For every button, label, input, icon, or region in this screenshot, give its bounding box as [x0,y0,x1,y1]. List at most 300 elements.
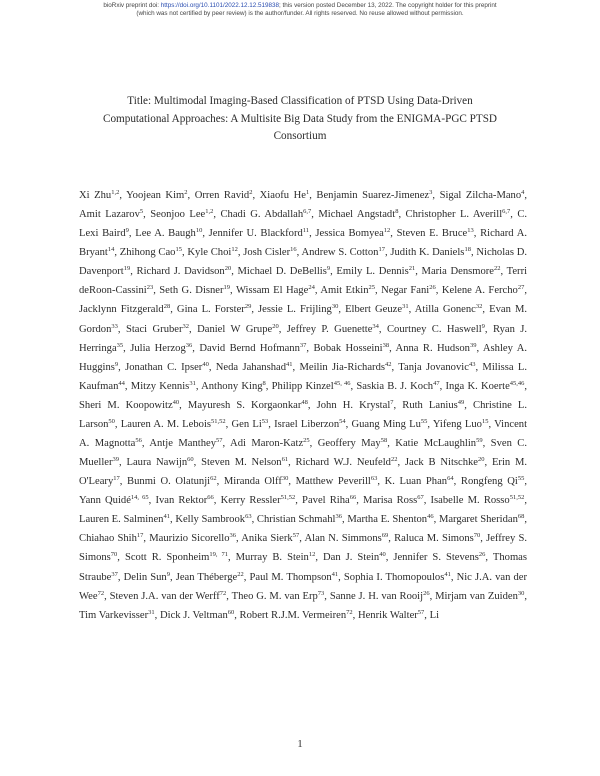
author-affiliation: 51,52 [280,494,296,502]
author [224,476,288,487]
author [79,533,143,544]
author-name: Mitzy Kennis [130,380,190,392]
author-affiliation: 59 [476,437,483,445]
author [316,190,432,201]
author [406,209,511,220]
author-name: Richard W.J. Neufeld [295,457,391,469]
author-name: Sigal Zilcha-Mano [439,190,522,201]
author-name: Steven E. Bruce [396,228,468,240]
author-name: Jeffrey P. Guenette [286,323,373,335]
author-affiliation: 26 [478,551,486,559]
author [402,400,464,411]
author-name: Kerry Ressler [220,495,281,507]
author-name: Gina L. Forster [176,304,245,316]
author [232,591,325,602]
author-affiliation: 38 [382,341,390,349]
author-affiliation: 5 [139,208,144,216]
author [358,610,424,621]
author-name: Steven J.A. van der Werff [109,590,220,602]
author [199,343,306,354]
author-affiliation: 66 [349,494,357,502]
author [347,514,433,525]
author [220,209,311,220]
author-affiliation: 9 [481,322,485,330]
author-name: Katie McLaughlin [395,438,477,450]
author-affiliation: 16 [290,246,297,254]
author-affiliation: 53 [261,417,269,425]
author-affiliation: 70 [110,551,118,559]
author-name: Wissam El Hage [235,285,309,297]
author [299,362,391,373]
author [121,419,226,430]
author-affiliation: 41 [286,360,293,368]
author [397,228,474,239]
author-affiliation: 50 [108,417,115,425]
title-line-1: Title: Multimodal Imaging-Based Classification of PTSD Using Data-Driven [127,95,473,107]
author [422,266,501,277]
author-name: Orren Ravid [194,190,250,201]
author-name: Dick J. Veltman [159,609,228,621]
author-name: Antje Manthey [149,438,217,450]
author-name: C. Lexi Baird [79,209,528,240]
author-name: Yifeng Luo [432,418,482,430]
author [79,190,119,201]
author [272,381,351,392]
author-name: Julia Herzog [130,342,186,354]
author-name: Anika Sierk [241,533,293,545]
author [461,476,525,487]
author-affiliation: 25 [303,437,310,445]
author-affiliation: 39 [112,456,120,464]
author [385,476,454,487]
author-affiliation: 72 [346,608,353,616]
author [135,228,202,239]
author [330,591,430,602]
author-name: Nicholas D. Davenport [79,247,528,278]
header-line-2: (which was not certified by peer review) is the author/funder. All rights reserved. No reuse allowed without permission. [136,10,464,17]
author-affiliation: 18 [464,246,471,254]
author-affiliation: 62 [210,475,217,483]
author-name: Mayuresh S. Korgaonkar [187,399,302,411]
author-affiliation: 31 [148,608,155,616]
author-affiliation: 19 [123,265,131,273]
author-name: Delin Sun [123,571,167,583]
author [249,572,338,583]
author-affiliation: 47 [433,379,440,387]
author [398,362,475,373]
author-name: Pavel Riha [302,495,350,507]
author-affiliation: 22 [390,456,398,464]
author-affiliation: 20 [478,456,485,464]
author-affiliation: 60 [187,456,194,464]
author-affiliation: 25 [368,284,375,292]
author [260,190,310,201]
author [126,190,187,201]
author-name: Scott R. Sponheim [124,552,210,564]
author-affiliation: 6,7 [303,208,312,216]
author-name: Chadi G. Abdallah [220,209,304,221]
author-affiliation: 3 [429,189,433,196]
author-name: Meilin Jia-Richards [299,361,385,373]
author-affiliation: 26 [423,589,430,597]
author-affiliation: 1,2 [205,208,214,216]
author-name: Daniel W Grupe [197,323,273,335]
author [201,457,288,468]
author-name: Inga K. Koerte [445,380,510,392]
author-affiliation: 30 [281,475,289,483]
author-affiliation: 19 [223,284,231,292]
author [304,533,388,544]
author-affiliation: 40 [172,398,180,406]
author-affiliation: 49 [457,398,465,406]
author [125,362,209,373]
author [439,514,524,525]
author-affiliation: 36 [185,341,193,349]
author [381,285,436,296]
author-name: Lee A. Baugh [135,228,196,240]
author-name: K. Luan Phan [384,476,448,488]
author-name: Jean Théberge [175,571,238,583]
author-name: Jeffrey S. Simons [79,533,528,564]
author [387,324,485,335]
author-affiliation: 69 [381,532,389,540]
author-name: Richard A. Bryant [79,228,527,259]
author-name: David Bernd Hofmann [199,342,300,354]
author-affiliation: 8 [262,379,266,387]
author-name: Yann Quidé [79,495,131,507]
author-affiliation: 43 [468,360,476,368]
author-name: Philipp Kinzel [271,380,334,392]
author-affiliation: 33 [111,322,118,330]
author-affiliation: 23 [146,284,154,292]
author-name: Richard J. Davidson [136,266,225,278]
author [440,190,525,201]
author-affiliation: 55 [517,475,525,483]
author-affiliation: 2 [249,189,253,196]
author [405,457,485,468]
author-affiliation: 29 [244,303,252,311]
author [431,495,525,506]
author [150,209,213,220]
author-name: Rongfeng Qi [460,476,518,488]
author [221,495,296,506]
author-name: Paul M. Thompson [249,571,332,583]
author [126,324,189,335]
author-affiliation: 9 [114,360,119,368]
author-affiliation: 20 [272,322,279,330]
author-affiliation: 30 [331,303,339,311]
author-affiliation: 55 [420,417,428,425]
author [442,285,525,296]
author [197,324,279,335]
author-affiliation: 73 [317,589,325,597]
author-affiliation: 57 [292,532,300,540]
author-name: Martha E. Shenton [347,514,428,526]
author [120,247,182,258]
author-affiliation: 12 [383,227,391,235]
author [318,438,387,449]
author [287,324,379,335]
author-affiliation: 44 [118,379,125,387]
author-name: Amit Etkin [320,285,369,297]
author [274,419,345,430]
author-affiliation: 34 [372,322,379,330]
author-affiliation: 51,52 [211,417,226,425]
author-name: John H. Krystal [316,399,391,411]
author-name: Michael D. DeBellis [237,266,327,278]
author-name: Geoffery May [317,438,381,450]
author-name: Maurizio Sicorello [149,533,230,545]
header-line-1 [0,2,600,10]
author-name: Israel Liberzon [274,418,340,430]
author-affiliation: 11 [302,227,310,235]
author [313,343,389,354]
author [318,209,398,220]
author-name: Christine L. Larson [79,399,528,430]
author-name: Jessie L. Frijling [258,304,332,316]
author [176,572,244,583]
author [363,495,424,506]
author [126,457,193,468]
author-affiliation: 21 [408,265,416,273]
author-affiliation: 20 [224,265,232,273]
author-affiliation: 31 [189,379,196,387]
author-name: Sophia I. Thomopoulos [343,571,445,583]
author-name: Milissa L. Kaufman [79,361,528,392]
author [79,514,170,525]
author [127,476,217,487]
author-affiliation: 9 [166,570,170,578]
author-affiliation: 40 [202,360,209,368]
author-name: Henrik Walter [357,609,418,621]
author [390,247,471,258]
author-name: Christian Schmahl [256,514,336,526]
author-name: Ryan J. Herringa [79,323,528,354]
author [336,266,415,277]
author [395,438,482,449]
author-affiliation: 12 [308,551,316,559]
author-name: Gen Li [231,418,262,430]
author-name: Elbert Geuze [345,304,403,316]
author [396,343,477,354]
author-affiliation: 45,46 [509,379,525,387]
author [243,247,296,258]
header-suffix: ; this version posted December 13, 2022. The copyright holder for this preprint [279,2,497,9]
author-name: Jonathan C. Ipser [125,361,203,373]
author [159,285,230,296]
author-name: Guang Ming Lu [351,418,421,430]
author [296,476,378,487]
author-name: Li [429,609,440,621]
author-name: Josh Cisler [243,247,291,259]
author-affiliation: 68 [517,513,525,521]
author [240,610,353,621]
author-name: Miranda Olff [223,476,282,488]
author-name: Kelene A. Fercho [441,285,518,297]
author [302,495,356,506]
author-name: Tim Varkevisser [79,609,149,621]
title-line-2: Computational Approaches: A Multisite Big Data Study from the ENIGMA-PGC PTSD [102,112,498,125]
author-affiliation: 39 [469,341,477,349]
author-name: Benjamin Suarez-Jimenez [316,190,430,201]
author-name: Staci Gruber [125,323,183,335]
author-affiliation: 48 [301,398,308,406]
author-affiliation: 9 [326,265,331,273]
author [301,247,385,258]
author [175,514,251,525]
author-affiliation: 46 [427,513,434,521]
author-name: Amit Lazarov [79,209,140,221]
author-name: Adi Maron-Katz [230,438,304,450]
author-name: Bobak Hosseini [313,342,383,354]
author [238,266,331,277]
author-name: Theo G. M. van Erp [231,590,318,602]
author [356,381,439,392]
author-name: Lauren E. Salminen [79,514,164,526]
author [320,285,375,296]
author [433,419,489,430]
author-affiliation: 14, 65 [130,494,149,502]
preprint-header [0,2,600,18]
author-affiliation: 14 [107,246,115,254]
author-name: Sven C. Mueller [79,438,528,469]
author-name: Vincent A. Magnotta [79,418,528,450]
author [430,610,439,621]
author-name: Seonjoo Lee [150,209,206,221]
author-name: Christopher L. Averill [405,209,503,221]
author [124,572,170,583]
author-affiliation: 36 [229,532,237,540]
author-affiliation: 32 [475,303,483,311]
author-name: Kelly Sambrook [175,514,246,526]
author [187,247,237,258]
author-list: Xi Zhu$^{1,2}$, Yoojean Kim$^2$, Orren Ravid$^2$, Xiaofu He$^1$, Benjamin Suarez-Jimenez$^3$, Sigal Zilcha-Mano$^4$, Amit Lazarov$^5$, Seonjoo Lee$^{1,2}$, Chadi G. Abdallah$^{6,7}$, Michael Angstadt$^8$, Christopher L. Averill$^{6,7}$, C. Lexi Baird$^9$, Lee A. Baugh$^{10}$, Jennifer U. Blackford$^{11}$, Jessica Bomyea$^{12}$, Steven E. Bruce$^{13}$, Richard A. Bryant$^{14}$, Zhihong Cao$^{15}$, Kyle Choi$^{12}$, Josh Cisler$^{16}$, Andrew S. Cotton$^{17}$, Judith K. Daniels$^{18}$, Nicholas D. Davenport$^{19}$, Richard J. Davidson$^{20}$, Michael D. DeBellis$^9$, Emily L. Dennis$^{21}$, Maria Densmore$^{22}$, Terri deRoon-Cassini$^{23}$, Seth G. Disner$^{19}$, Wissam El Hage$^{24}$, Amit Etkin$^{25}$, Negar Fani$^{26}$, Kelene A. Fercho$^{27}$, Jacklynn Fitzgerald$^{28}$, Gina L. Forster$^{29}$, Jessie L. Frijling$^{30}$, Elbert Geuze$^{31}$, Atilla Gonenc$^{32}$, Evan M. Gordon$^{33}$, Staci Gruber$^{32}$, Daniel W Grupe$^{20}$, Jeffrey P. Guenette$^{34}$, Courtney C. Haswell$^9$, Ryan J. Herringa$^{35}$, Julia Herzog$^{36}$, David Bernd Hofmann$^{37}$, Bobak Hosseini$^{38}$, Anna R. Hudson$^{39}$, Ashley A. Huggins$^9$, Jonathan C. Ipser$^{40}$, Neda Jahanshad$^{41}$, Meilin Jia-Richards$^{42}$, Tanja Jovanovic$^{43}$, Milissa L. Kaufman$^{44}$, Mitzy Kennis$^{31}$, Anthony King$^8$, Philipp Kinzel$^{45, 46}$, Saskia B. J. Koch$^{47}$, Inga K. Koerte$^{45,46}$, Sheri M. Koopowitz$^{40}$, Mayuresh S. Korgaonkar$^{48}$, John H. Krystal$^7$, Ruth Lanius$^{49}$, Christine L. Larson$^{50}$, Lauren A. M. Lebois$^{51,52}$, Gen Li$^{53}$, Israel Liberzon$^{54}$, Guang Ming Lu$^{55}$, Yifeng Luo$^{15}$, Vincent A. Magnotta$^{56}$, Antje Manthey$^{57}$, Adi Maron-Katz$^{25}$, Geoffery May$^{58}$, Katie McLaughlin$^{59}$, Sven C. Mueller$^{39}$, Laura Nawijn$^{60}$, Steven M. Nelson$^{61}$, Richard W.J. Neufeld$^{22}$, Jack B Nitschke$^{20}$, Erin M. O'Leary$^{17}$, Bunmi O. Olatunji$^{62}$, Miranda Olff$^{30}$, Matthew Peverill$^{63}$, K. Luan Phan$^{64}$, Rongfeng Qi$^{55}$, Yann Quidé$^{14, 65}$, Ivan Rektor$^{66}$, Kerry Ressler$^{51,52}$, Pavel Riha$^{66}$, Marisa Ross$^{67}$, Isabelle M. Rosso$^{51,52}$, Lauren E. Salminen$^{41}$, Kelly Sambrook$^{63}$, Christian Schmahl$^{36}$, Martha E. Shenton$^{46}$, Margaret Sheridan$^{68}$, Chiahao Shih$^{17}$, Maurizio Sicorello$^{36}$, Anika Sierk$^{57}$, Alan N. Simmons$^{69}$, Raluca M. Simons$^{70}$, Jeffrey S. Simons$^{70}$, Scott R. Sponheim$^{19, 71}$, Murray B. Stein$^{12}$, Dan J. Stein$^{40}$, Jennifer S. Stevens$^{26}$, Thomas Straube$^{37}$, Delin Sun$^9$, Jean Théberge$^{22}$, Paul M. Thompson$^{41}$, Sophia I. Thomopoulos$^{41}$, Nic J.A. van der Wee$^{72}$, Steven J.A. van der Werff$^{72}$, Theo G. M. van Erp$^{73}$, Sanne J. H. van Rooij$^{26}$, Mirjam van Zuiden$^{30}$, Tim Varkevisser$^{31}$, Dick J. Veltman$^{60}$, Robert R.J.M. Vermeiren$^{72}$, Henrik Walter$^{57}$, Li [79,189,528,621]
doi-link[interactable]: https://doi.org/10.1101/2022.12.12.519838 [160,2,280,9]
author-name: Seth G. Disner [159,285,224,297]
author-name: Steven M. Nelson [201,457,282,469]
author [344,572,451,583]
author-affiliation: 1,2 [111,189,120,196]
author-affiliation: 56 [135,437,142,445]
author [236,552,316,563]
author-name: Matthew Peverill [295,476,371,488]
author [201,381,266,392]
author [209,228,309,239]
author-name: Xi Zhu [79,190,112,201]
author-name: Courtney C. Haswell [386,323,482,335]
author [216,362,293,373]
author-affiliation: 7 [390,398,394,406]
author-name: Margaret Sheridan [438,514,518,526]
author-name: Neda Jahanshad [215,361,286,373]
paper-title [60,93,540,146]
author-name: Jack B Nitschke [404,457,479,469]
author-affiliation: 72 [219,589,227,597]
author-affiliation: 41 [331,570,339,578]
author-affiliation: 9 [125,227,129,235]
author-name: Erin M. O'Leary [79,457,528,488]
author [79,495,149,506]
author-affiliation: 10 [195,227,203,235]
author [351,419,427,430]
author [435,591,524,602]
author [131,381,196,392]
author-affiliation: 17 [113,475,120,483]
author-name: Ivan Rektor [155,495,208,507]
author-affiliation: 37 [111,570,118,578]
author-name: Jennifer U. Blackford [208,228,303,240]
author [149,438,222,449]
author [258,304,338,315]
author [79,400,179,411]
author-affiliation: 17 [378,246,385,254]
author [315,228,390,239]
author-affiliation: 60 [227,608,235,616]
author [195,190,253,201]
author [137,266,232,277]
author-name: Anthony King [201,380,263,392]
author-name: Terri deRoon-Cassini [79,266,528,297]
author-affiliation: 1 [305,189,310,196]
author-affiliation: 22 [494,265,501,273]
author-name: Tanja Jovanovic [398,361,469,373]
author-name: Yoojean Kim [126,190,185,201]
author-affiliation: 42 [385,360,392,368]
author-affiliation: 67 [417,494,424,502]
author-name: Alan N. Simmons [304,533,382,545]
author-name: Marisa Ross [363,495,418,507]
author-affiliation: 27 [517,284,525,292]
author-affiliation: 32 [182,322,190,330]
author-affiliation: 17 [136,532,144,540]
author [79,209,143,220]
author [177,304,251,315]
author-name: Chiahao Shih [79,533,137,545]
author-affiliation: 40 [379,551,386,559]
author-name: Emily L. Dennis [336,266,409,278]
author-name: Maria Densmore [421,266,495,278]
author [394,533,480,544]
author-name: Saskia B. J. Koch [356,380,434,392]
author-affiliation: 2 [184,189,188,196]
author-name: Andrew S. Cotton [301,247,379,259]
author [232,419,269,430]
author-affiliation: 51,52 [509,494,525,502]
author-affiliation: 6,7 [502,208,511,216]
author [345,304,409,315]
author-affiliation: 61 [281,456,289,464]
author [257,514,342,525]
author-affiliation: 26 [429,284,436,292]
author-affiliation: 63 [370,475,378,483]
author-name: Zhihong Cao [119,247,176,259]
author-affiliation: 28 [163,303,171,311]
author-name: Judith K. Daniels [390,247,465,259]
author [160,610,234,621]
author-name: Thomas Straube [79,552,528,583]
author [296,457,398,468]
author-affiliation: 19, 71 [209,551,228,559]
author-affiliation: 35 [116,341,124,349]
author-name: Kyle Choi [187,247,232,259]
author-affiliation: 24 [308,284,315,292]
author-name: Atilla Gonenc [414,304,476,316]
author-name: Dan J. Stein [323,552,380,564]
author-name: Murray B. Stein [235,552,309,564]
author-name: Ruth Lanius [402,399,458,411]
author-affiliation: 57 [417,608,425,616]
author-affiliation: 41 [444,570,451,578]
